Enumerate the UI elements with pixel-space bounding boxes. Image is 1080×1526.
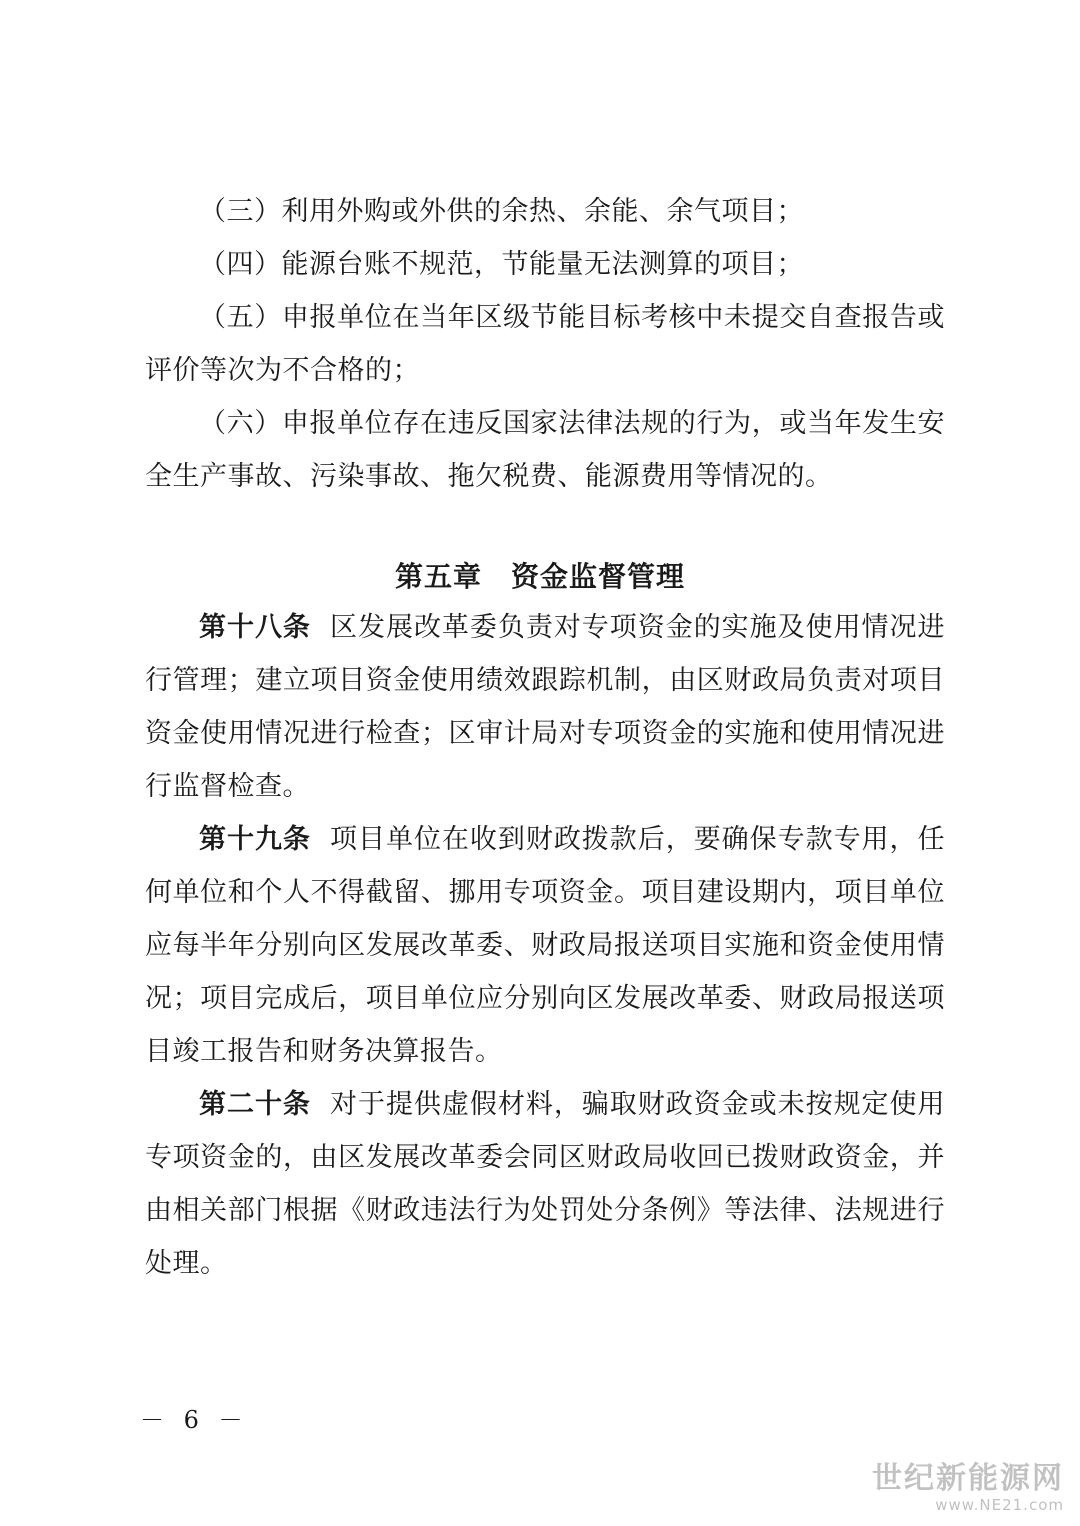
article-text: 区发展改革委负责对专项资金的实施及使用情况进行管理；建立项目资金使用绩效跟踪机制，由区财政局负责对项目资金使用情况进行检查；区审计局对专项资金的实施和使用情况进行监督检查。	[145, 612, 946, 802]
article-paragraph	[145, 813, 945, 1078]
list-item: （四）能源台账不规范，节能量无法测算的项目；	[199, 249, 804, 280]
article-text: 对于提供虚假材料，骗取财政资金或未按规定使用专项资金的，由区发展改革委会同区财政局收回已拨财政资金，并由相关部门根据《财政违法行为处罚处分条例》等法律、法规进行处理。	[145, 1089, 946, 1279]
article-label: 第二十条	[199, 1089, 311, 1120]
articles-block	[145, 601, 945, 1290]
watermark-site-name: 世纪新能源网	[872, 1461, 1064, 1496]
article-label: 第十八条	[199, 612, 311, 643]
article-label: 第十九条	[199, 824, 311, 855]
items-block	[145, 185, 945, 503]
article-text: 项目单位在收到财政拨款后，要确保专款专用，任何单位和个人不得截留、挪用专项资金。项目建设期内，项目单位应每半年分别向区发展改革委、财政局报送项目实施和资金使用情况；项目完成后，项目单位应分别向区发展改革委、财政局报送项目竣工报告和财务决算报告。	[145, 824, 946, 1067]
watermark-url: www.NE21.com	[935, 1496, 1064, 1514]
article-paragraph	[145, 1078, 945, 1290]
watermark	[872, 1462, 1064, 1514]
list-item: （六）申报单位存在违反国家法律法规的行为，或当年发生安全生产事故、污染事故、拖欠税费、能源费用等情况的。	[145, 408, 945, 492]
page-number: － 6 －	[140, 1406, 249, 1434]
list-item: （三）利用外购或外供的余热、余能、余气项目；	[199, 196, 804, 227]
chapter-title: 第五章 资金监督管理	[394, 560, 685, 593]
list-item: （五）申报单位在当年区级节能目标考核中未提交自查报告或评价等次为不合格的；	[145, 302, 945, 386]
article-paragraph	[145, 601, 945, 813]
